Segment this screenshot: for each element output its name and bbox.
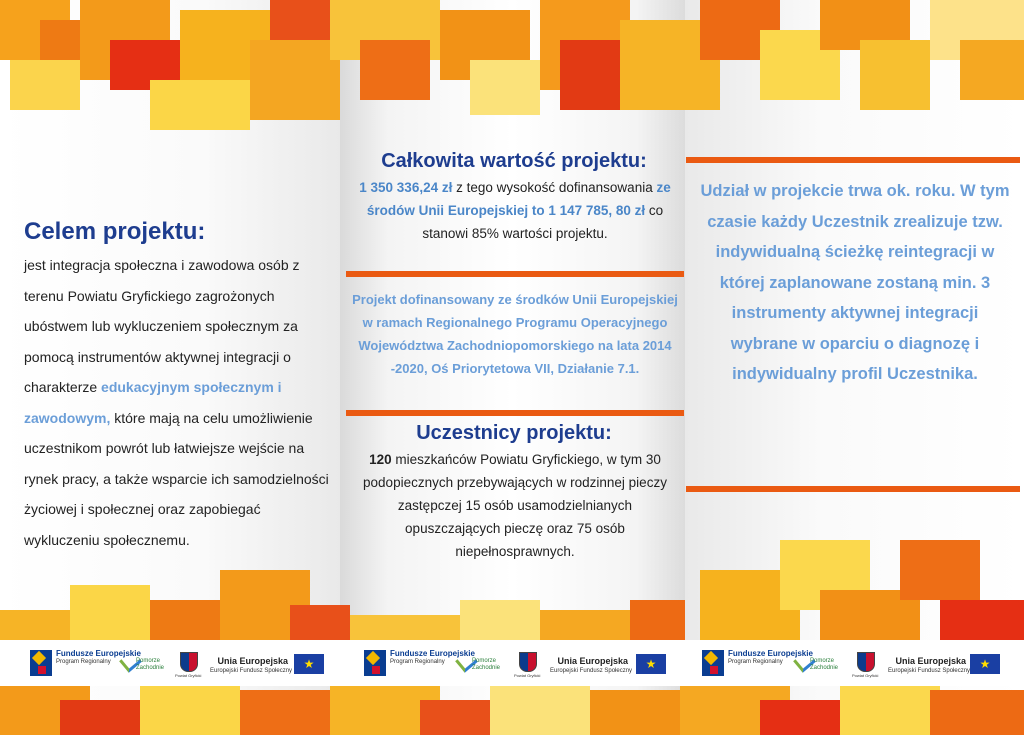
- project-value-title: Całkowita wartość projektu:: [381, 150, 647, 172]
- program-info-text: Projekt dofinansowany ze środków Unii Europejskiej w ramach Regionalnego Programu Operacyjnego Województwa Zachodniopomorskiego na lata 2014 -2020, Oś Priorytetowa VII, Działanie 7.1.: [352, 292, 678, 376]
- pomorze-zachodnie-label: Pomorze Zachodnie: [472, 658, 501, 671]
- separator-right-top: [686, 157, 1020, 163]
- participants-description: mieszkańców Powiatu Gryfickiego, w tym 30 podopiecznych przebywających w rodzinnej pieczy zastępczej 15 osób usamodzielnianych opuszczających pieczę oraz 75 osób niepełnosprawnych.: [363, 452, 667, 559]
- fundusze-europejskie-logo-icon: [702, 650, 724, 676]
- pomorze-zachodnie-label: Pomorze Zachodnie: [136, 658, 165, 671]
- powiat-crest-icon: [857, 652, 875, 672]
- logo-group-2: [364, 648, 674, 680]
- fundusze-europejskie-logo-icon: [364, 650, 386, 676]
- funding-highlight: ze środów Unii Europejskiej to 1 147 785, 80 zł: [366, 180, 671, 218]
- eu-flag-icon: ★: [636, 654, 666, 674]
- participants-text: [352, 448, 678, 563]
- powiat-label: Powiat Gryficki: [852, 673, 879, 678]
- pomorze-zachodnie-label: Pomorze Zachodnie: [810, 658, 839, 671]
- project-goal-title: Celem projektu:: [24, 218, 206, 245]
- fundusze-europejskie-label: Fundusze Europejskie Program Regionalny: [390, 649, 475, 665]
- project-goal-text: [24, 250, 336, 555]
- separator-middle-1: [346, 271, 684, 277]
- separator-middle-2: [346, 410, 684, 416]
- fundusze-europejskie-logo-icon: [30, 650, 52, 676]
- goal-text-part1: jest integracja społeczna i zawodowa osób z terenu Powiatu Gryfickiego zagrożonych ubóstwem lub wykluczeniem społecznym za pomocą instrumentów aktywnej integracji o charakterze: [24, 257, 300, 395]
- eu-flag-icon: ★: [970, 654, 1000, 674]
- powiat-label: Powiat Gryficki: [514, 673, 541, 678]
- eu-label: Unia Europejska Europejski Fundusz Społeczny: [210, 656, 293, 674]
- participation-info-text: Udział w projekcie trwa ok. roku. W tym czasie każdy Uczestnik zrealizuje tzw. indywidualną ścieżkę reintegracji w której zaplanowane zostaną min. 3 instrumenty aktywnej integracji wybrane w oparciu o diagnozę i indywidualny profil Uczestnika.: [700, 182, 1010, 383]
- powiat-crest-icon: [519, 652, 537, 672]
- value-text1: z tego wysokość dofinansowania: [452, 180, 657, 195]
- separator-right-bottom: [686, 486, 1020, 492]
- logo-group-3: [702, 648, 1012, 680]
- goal-text-highlight: edukacyjnym społecznym i zawodowym,: [24, 379, 282, 426]
- powiat-crest-icon: [180, 652, 198, 672]
- eu-label: Unia Europejska Europejski Fundusz Społeczny: [550, 656, 633, 674]
- eu-label: Unia Europejska Europejski Fundusz Społeczny: [888, 656, 971, 674]
- fundusze-europejskie-label: Fundusze Europejskie Program Regionalny: [56, 649, 141, 665]
- participants-title: Uczestnicy projektu:: [416, 422, 612, 444]
- powiat-label: Powiat Gryficki: [175, 673, 202, 678]
- value-text2: co stanowi 85% wartości projektu.: [422, 203, 664, 241]
- logo-group-1: [30, 648, 330, 680]
- participants-count: 120: [369, 452, 392, 467]
- eu-flag-icon: ★: [294, 654, 324, 674]
- project-value-text: [352, 176, 678, 245]
- goal-text-part2: które mają na celu umożliwienie uczestnikom powrót lub łatwiejsze wejście na rynek pracy, a także wsparcie ich samodzielności życiowej i społecznej oraz zapobiegać wykluczeniu społecznemu.: [24, 409, 329, 548]
- fundusze-europejskie-label: Fundusze Europejskie Program Regionalny: [728, 649, 813, 665]
- total-value: 1 350 336,24 zł: [359, 180, 453, 195]
